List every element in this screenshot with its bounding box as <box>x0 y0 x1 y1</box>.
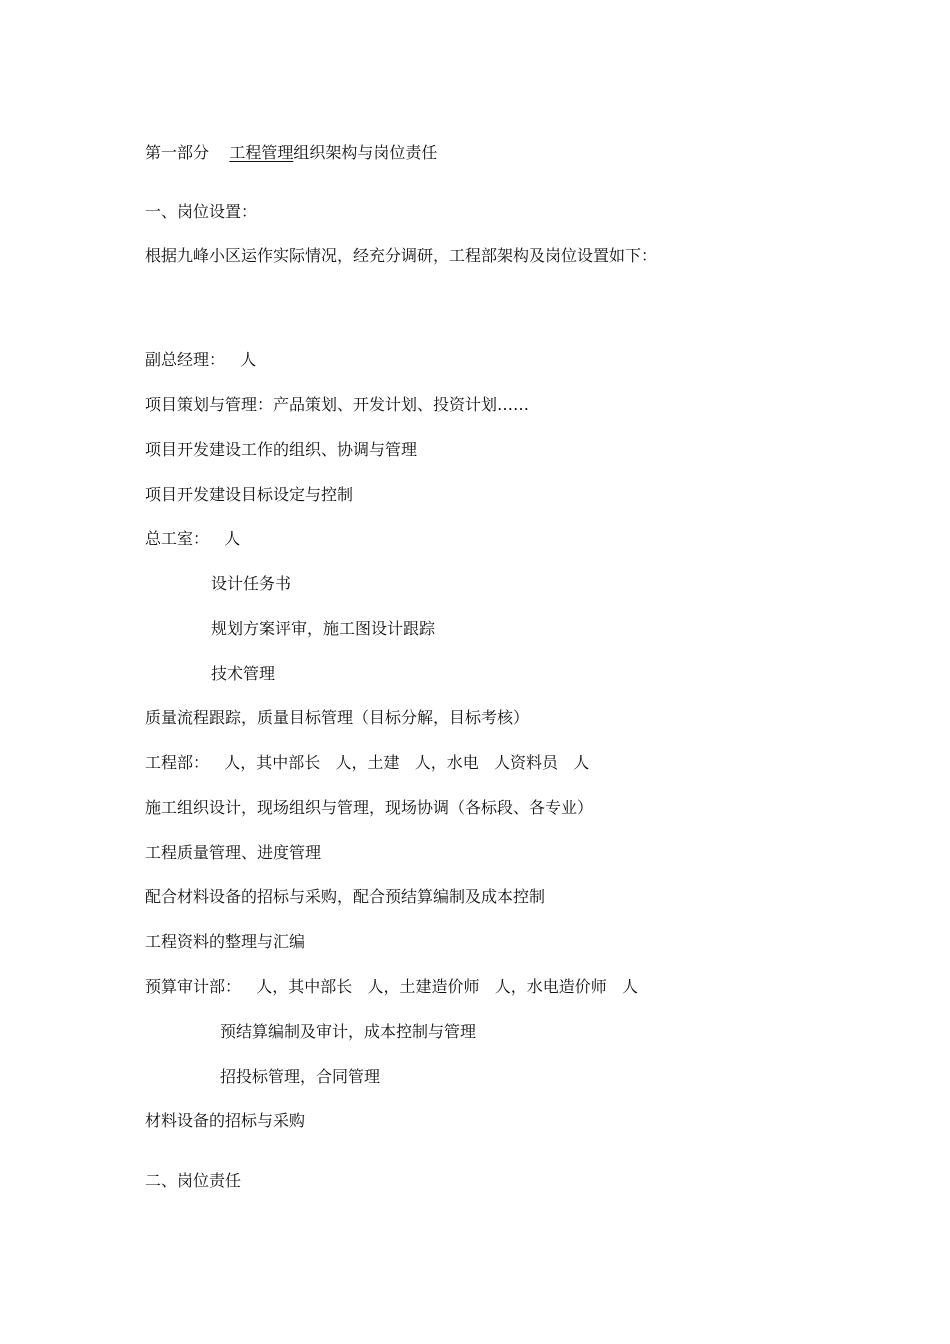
line-documents: 工程资料的整理与汇编 <box>145 932 306 951</box>
line-planning: 项目策划与管理：产品策划、开发计划、投资计划…… <box>145 395 530 414</box>
title-prefix: 第一部分 <box>145 143 210 162</box>
line-budget-dept: 预算审计部： 人，其中部长 人，土建造价师 人，水电造价师 人 <box>145 977 639 996</box>
line-plan-review: 规划方案评审，施工图设计跟踪 <box>211 619 436 638</box>
line-tender: 招投标管理，合同管理 <box>220 1067 381 1086</box>
line-engineering-dept: 工程部： 人，其中部长 人，土建 人，水电 人资料员 人 <box>145 753 590 772</box>
intro-paragraph: 根据九峰小区运作实际情况，经充分调研，工程部架构及岗位设置如下： <box>145 246 658 265</box>
line-design-brief: 设计任务书 <box>211 574 292 593</box>
line-organization: 项目开发建设工作的组织、协调与管理 <box>145 440 418 459</box>
title-rest: 组织架构与岗位责任 <box>293 143 438 162</box>
line-chief-engineer: 总工室： 人 <box>145 529 241 548</box>
title-underlined: 工程管理 <box>229 143 294 162</box>
document-title <box>145 143 437 163</box>
line-quality-progress: 工程质量管理、进度管理 <box>145 843 322 862</box>
line-tech-management: 技术管理 <box>211 664 276 683</box>
section2-heading: 二、岗位责任 <box>145 1171 242 1190</box>
line-deputy-gm: 副总经理： 人 <box>145 350 257 369</box>
line-procurement-support: 配合材料设备的招标与采购，配合预结算编制及成本控制 <box>145 887 546 906</box>
section1-heading: 一、岗位设置： <box>145 202 258 221</box>
line-quality: 质量流程跟踪，质量目标管理（目标分解，目标考核） <box>145 708 530 727</box>
line-material-procurement: 材料设备的招标与采购 <box>145 1111 306 1130</box>
line-settlement: 预结算编制及审计，成本控制与管理 <box>220 1022 477 1041</box>
line-construction-org: 施工组织设计，现场组织与管理，现场协调（各标段、各专业） <box>145 798 594 817</box>
line-target-control: 项目开发建设目标设定与控制 <box>145 485 354 504</box>
